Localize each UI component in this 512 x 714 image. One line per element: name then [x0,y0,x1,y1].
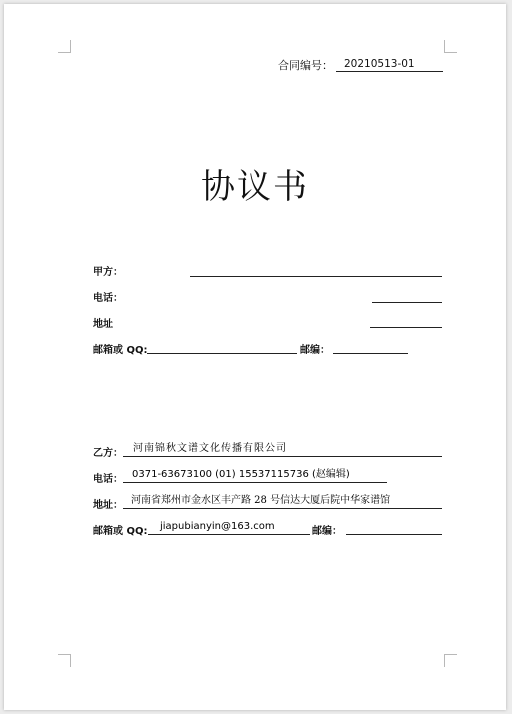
party-a-email-qq-label: 邮箱或 QQ: [93,345,148,356]
party-b-phone-label: 电话： [93,474,123,485]
party-b-name: 河南锦秋文谱文化传播有限公司 [123,442,442,457]
party-a-address-label: 地址 [93,319,113,330]
margin-corner-top-right [444,40,457,53]
document-title: 协议书 [201,167,309,207]
party-b-label: 乙方： [93,448,123,459]
party-a-phone-field[interactable] [372,302,442,303]
party-b-email-qq-value: jiapubianyin@163.com [148,520,310,535]
margin-corner-bottom-right [444,654,457,667]
party-b-postcode-field[interactable] [346,534,442,535]
margin-corner-bottom-left [58,654,71,667]
party-a-label: 甲方： [93,267,123,278]
margin-corner-top-left [58,40,71,53]
document-page [4,4,506,710]
party-a-field[interactable] [190,276,442,277]
contract-number-label: 合同编号： [278,59,333,72]
party-b-phone-value: 0371-63673100 (01) 15537115736 (赵编辑) [123,468,387,483]
party-a-postcode-field[interactable] [333,353,408,354]
contract-number-value: 20210513-01 [336,57,443,72]
party-a-address-field[interactable] [370,327,442,328]
party-a-postcode-label: 邮编： [300,345,330,356]
party-b-address-label: 地址： [93,500,123,511]
party-b-postcode-label: 邮编： [312,526,342,537]
party-b-email-qq-label: 邮箱或 QQ: [93,526,148,537]
party-a-phone-label: 电话： [93,293,123,304]
party-a-email-qq-field[interactable] [147,353,297,354]
party-b-address-value: 河南省郑州市金水区丰产路 28 号信达大厦后院中华家谱馆 [123,494,442,509]
